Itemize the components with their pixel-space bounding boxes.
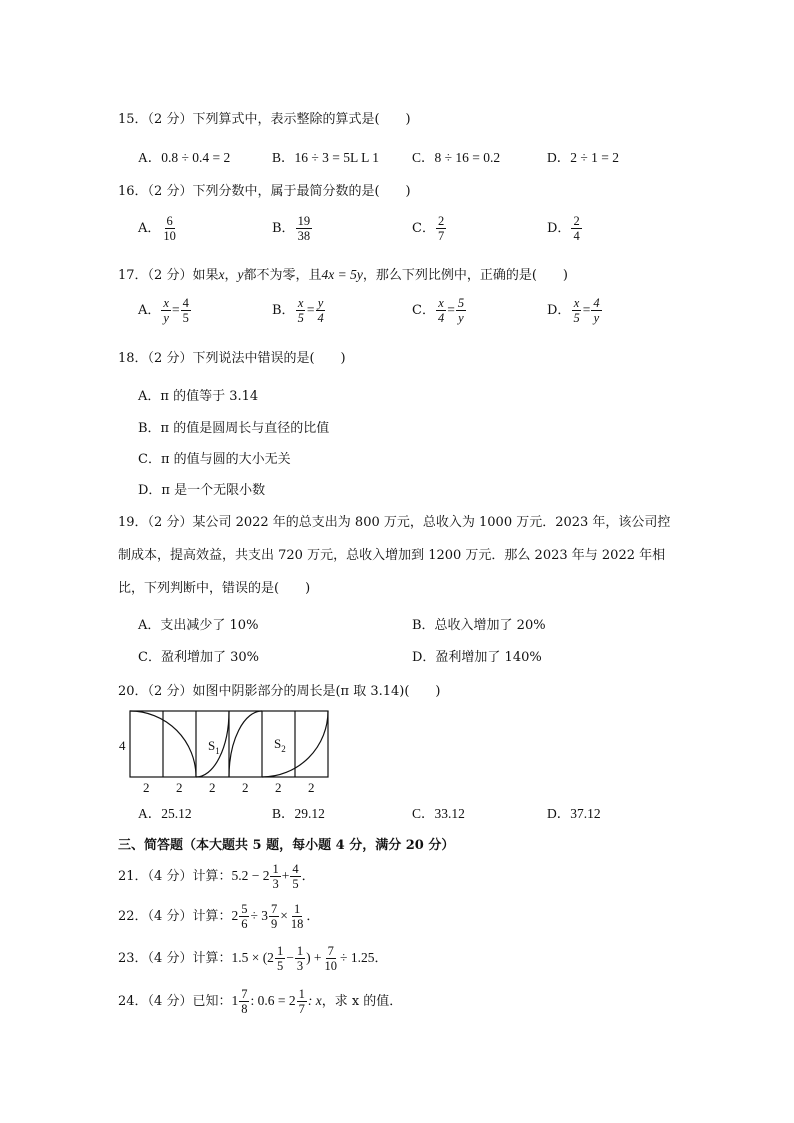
q20-option-a: A．25.12 (138, 806, 192, 821)
option-label: B． (272, 221, 295, 236)
fraction: $\frac{2}{7}$ (437, 214, 445, 243)
label-s1: $S_1$ (208, 738, 220, 756)
q15-option-d: D．2 ÷ 1 = 2 (547, 150, 620, 165)
bottom-label: 2 (143, 780, 150, 795)
option-label: A． (138, 221, 161, 236)
q18-option-d: D．π 是一个无限小数 (138, 483, 266, 498)
q15-option-b: B．16 ÷ 3 = 5L L 1 (272, 150, 380, 165)
q19-option-b: B．总收入增加了 20% (412, 618, 546, 633)
label-s2: $S_2$ (274, 736, 286, 754)
fraction: $\frac{6}{10}$ (163, 214, 176, 243)
q16-option-d (547, 214, 583, 243)
q24: 24．（4 分）已知：1 $\frac{7}{8}$ : 0.6 = 2 $\frac{1}{7}$ : x，求 x 的值． (118, 987, 403, 1016)
q17-stem: 17．（2 分）如果x，y都不为零，且4x = 5y，那么下列比例中，正确的是( ) (118, 267, 568, 283)
bottom-label: 2 (176, 780, 183, 795)
q18-option-c: C．π 的值与圆的大小无关 (138, 452, 291, 467)
q20-option-c: C．33.12 (412, 806, 465, 821)
fraction: $\frac{2}{4}$ (573, 214, 580, 243)
q17-option-a: A． $\frac{x}{y}$ = $\frac{4}{5}$ (138, 296, 189, 325)
q16-option-c (412, 214, 447, 243)
q18-option-b: B．π 的值是圆周长与直径的比值 (138, 421, 330, 436)
q20-option-b: B．29.12 (272, 806, 325, 821)
q21: 21．（4 分）计算：5.2 − 2 $\frac{1}{3}$ + $\frac{4}{5}$ ． (118, 862, 315, 891)
q17-option-d: D． $\frac{x}{5}$ = $\frac{4}{y}$ (547, 296, 600, 325)
q18-option-a: A．π 的值等于 3.14 (138, 389, 259, 404)
q20-stem: 20．（2 分）如图中阴影部分的周长是(π 取 3.14)( ) (118, 684, 441, 699)
q16-option-b (272, 214, 313, 243)
q15-stem: 15．（2 分）下列算式中，表示整除的算式是( ) (118, 112, 411, 127)
q23: 23．（4 分）计算：1.5 × (2 $\frac{1}{5}$ − $\frac{1}{3}$ ) + $\frac{7}{10}$ ÷ 1.25． (118, 944, 388, 973)
q15-option-c: C．8 ÷ 16 = 0.2 (412, 150, 501, 165)
q16-stem: 16．（2 分）下列分数中，属于最简分数的是( ) (118, 184, 411, 199)
q16-option-a (138, 214, 179, 243)
section-heading: 三、简答题（本大题共 5 题，每小题 4 分，满分 20 分） (118, 838, 455, 853)
bottom-label: 2 (308, 780, 315, 795)
bottom-label: 2 (209, 780, 216, 795)
q15-option-a: A．0.8 ÷ 0.4 = 2 (138, 150, 231, 165)
height-label: 4 (119, 738, 126, 753)
q19-option-d: D．盈利增加了 140% (412, 650, 542, 665)
q20-figure (112, 708, 342, 798)
bottom-label: 2 (275, 780, 282, 795)
q19-option-c: C．盈利增加了 30% (138, 650, 259, 665)
fraction: $\frac{19}{38}$ (297, 214, 311, 243)
option-label: C． (412, 221, 435, 236)
q17-option-c: C． $\frac{x}{4}$ = $\frac{5}{y}$ (412, 296, 465, 325)
q20-option-d: D．37.12 (547, 806, 601, 821)
q19-option-a: A．支出减少了 10% (138, 618, 259, 633)
q19-stem-line-1: 19．（2 分）某公司 2022 年的总支出为 800 万元，总收入为 1000 万元．2023 年，该公司控 (118, 515, 671, 530)
bottom-label: 2 (242, 780, 249, 795)
option-label: D． (547, 221, 571, 236)
arc-middle-right (229, 711, 262, 777)
q19-stem-line-3: 比，下列判断中，错误的是( ) (118, 581, 311, 596)
q18-stem: 18．（2 分）下列说法中错误的是( ) (118, 351, 346, 366)
q17-option-b: B． $\frac{x}{5}$ = $\frac{y}{4}$ (272, 296, 324, 325)
q22: 22．（4 分）计算：2 $\frac{5}{6}$ ÷ 3 $\frac{7}{9}$ × $\frac{1}{18}$ ． (118, 902, 320, 931)
q19-stem-line-2: 制成本，提高效益，共支出 720 万元，总收入增加到 1200 万元．那么 2023 年与 2022 年相 (118, 548, 666, 563)
